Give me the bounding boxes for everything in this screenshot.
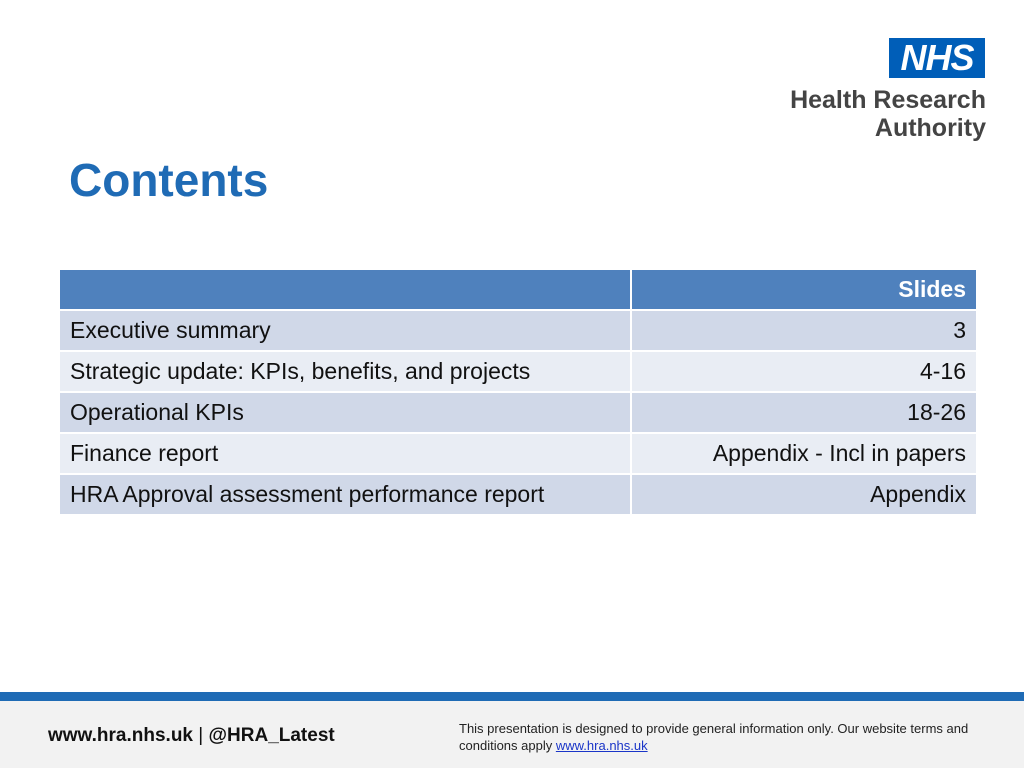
row-slides: 4-16 xyxy=(631,351,977,392)
footer xyxy=(0,701,1024,768)
org-name-line1: Health Research xyxy=(790,86,986,114)
row-section: Executive summary xyxy=(59,310,631,351)
nhs-badge: NHS xyxy=(889,38,985,78)
table-header-row xyxy=(59,269,977,310)
contents-table xyxy=(58,268,978,516)
table-row xyxy=(59,310,977,351)
table-row xyxy=(59,474,977,515)
footer-separator: | xyxy=(198,725,204,746)
table-row xyxy=(59,351,977,392)
footer-disclaimer xyxy=(459,720,1004,754)
row-slides: 3 xyxy=(631,310,977,351)
row-slides: Appendix xyxy=(631,474,977,515)
row-slides: 18-26 xyxy=(631,392,977,433)
row-section: Operational KPIs xyxy=(59,392,631,433)
hra-logo xyxy=(780,38,986,142)
footer-site: www.hra.nhs.uk xyxy=(48,725,193,746)
footer-contact xyxy=(48,725,335,747)
row-slides: Appendix - Incl in papers xyxy=(631,433,977,474)
table-row xyxy=(59,392,977,433)
org-name-line2: Authority xyxy=(874,114,986,142)
header-slides: Slides xyxy=(631,269,977,310)
row-section: HRA Approval assessment performance report xyxy=(59,474,631,515)
footer-website-link[interactable]: www.hra.nhs.uk xyxy=(555,738,648,753)
footer-accent-band xyxy=(0,692,1024,701)
footer-handle: @HRA_Latest xyxy=(208,725,335,746)
row-section: Strategic update: KPIs, benefits, and projects xyxy=(59,351,631,392)
disclaimer-text: This presentation is designed to provide general information only. Our website terms and conditions apply xyxy=(459,721,969,753)
row-section: Finance report xyxy=(59,433,631,474)
header-section xyxy=(59,269,631,310)
page-title: Contents xyxy=(69,154,269,206)
table-row xyxy=(59,433,977,474)
